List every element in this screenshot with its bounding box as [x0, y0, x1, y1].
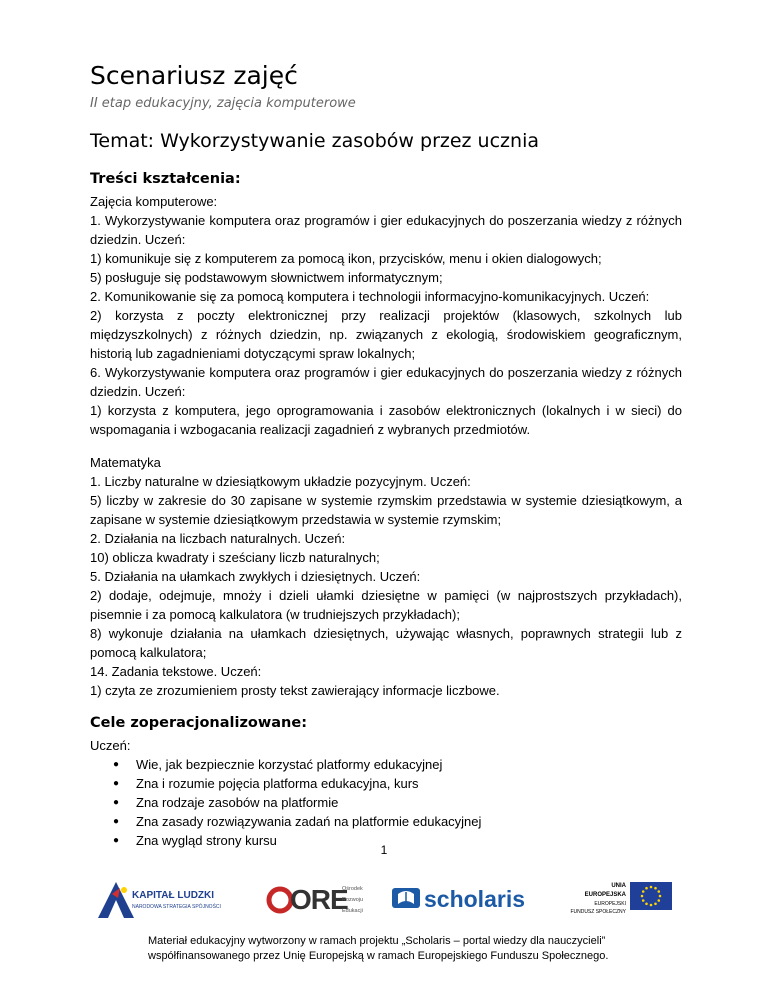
content-line: 6. Wykorzystywanie komputera oraz programów i gier edukacyjnych do poszerzania wiedzy z różnych dziedzin. Uczeń:	[90, 365, 682, 399]
content-line: 8) wykonuje działania na ułamkach dziesiętnych, używając własnych, poprawnych strategii lub z pomocą kalkulatora;	[90, 626, 682, 660]
eu-star	[650, 904, 653, 907]
content-line: 1) czyta ze zrozumieniem prosty tekst zawierający informacje liczbowe.	[90, 683, 500, 698]
cele-heading: Cele zoperacjonalizowane:	[90, 715, 307, 731]
content-line: 1) komunikuje się z komputerem za pomocą ikon, przycisków, menu i okien dialogowych;	[90, 251, 602, 266]
scholaris-logo	[390, 882, 530, 918]
content-line: 2. Komunikowanie się za pomocą komputera i technologii informacyjno-komunikacyjnych. Uczeń:	[90, 289, 650, 304]
content-line: 1. Liczby naturalne w dziesiątkowym układzie pozycyjnym. Uczeń:	[90, 474, 471, 489]
content-line: 1) korzysta z komputera, jego oprogramowania i zasobów elektronicznych (lokalnych i w sieci) do wspomagania i wzbogacania realizacji zagadnień z wybranych przedmiotów.	[90, 403, 682, 437]
ore-caption-line: Edukacji	[342, 908, 363, 914]
kapital-ludzki-name: KAPITAŁ LUDZKI	[132, 890, 215, 901]
content-line: 10) oblicza kwadraty i sześciany liczb naturalnych;	[90, 550, 380, 565]
scholaris-book-icon	[390, 884, 422, 914]
goal-item: ● Zna zasady rozwiązywania zadań na platformie edukacyjnej	[136, 812, 682, 831]
eu-logo	[570, 880, 672, 920]
kapital-ludzki-emblem	[96, 880, 136, 920]
ore-caption	[342, 884, 363, 917]
ore-caption-line: Ośrodek	[342, 886, 363, 892]
content-line: Zajęcia komputerowe:	[90, 194, 218, 209]
document-subtitle: II etap edukacyjny, zajęcia komputerowe	[90, 96, 356, 111]
eu-caption-line: FUNDUSZ SPOŁECZNY	[570, 909, 626, 915]
project-footer	[148, 934, 628, 964]
eu-star	[657, 899, 660, 902]
eu-star	[642, 899, 645, 902]
goals-list	[90, 755, 682, 850]
eu-star	[659, 895, 662, 898]
ore-logo	[266, 880, 376, 920]
content-line: 2) dodaje, odejmuje, mnoży i dzieli ułamki dziesiętne w pamięci (w najprostszych przykładach), pisemnie i za pomocą kalkulatora (w trudniejszych przykładach);	[90, 588, 682, 622]
content-line: 5. Działania na ułamkach zwykłych i dziesiętnych. Uczeń:	[90, 569, 421, 584]
footer-line: Materiał edukacyjny wytworzony w ramach projektu „Scholaris – portal wiedzy dla nauczycieli”	[148, 935, 606, 947]
content-line: 5) posługuje się podstawowym słownictwem informatycznym;	[90, 270, 443, 285]
goal-item: ● Zna wygląd strony kursu	[136, 831, 682, 850]
content-line: Matematyka	[90, 455, 161, 470]
eu-star	[642, 890, 645, 893]
eu-star	[650, 886, 653, 889]
tresci-heading: Treści kształcenia:	[90, 171, 241, 187]
eu-star	[654, 887, 657, 890]
tresci-block-math	[90, 453, 682, 700]
kapital-ludzki-tagline: NARODOWA STRATEGIA SPÓJNOŚCI	[132, 904, 221, 910]
scholaris-text: scholaris	[424, 886, 525, 912]
cele-intro: Uczeń:	[90, 738, 131, 753]
eu-star	[645, 887, 648, 890]
eu-caption-title: UNIA EUROPEJSKA	[584, 883, 626, 898]
content-line: 2) korzysta z poczty elektronicznej przy realizacji projektów (klasowych, szkolnych lub międzyszkolnych) z różnych dziedzin, np. związanych z ekologią, środowiskiem geograficznym, historią lub zagadnieniami dotyczącymi spraw lokalnych;	[90, 308, 682, 361]
logo-bar	[0, 874, 768, 924]
document-page	[90, 58, 682, 850]
content-line: 1. Wykorzystywanie komputera oraz programów i gier edukacyjnych do poszerzania wiedzy z różnych dziedzin. Uczeń:	[90, 213, 682, 247]
goal-item: ● Zna rodzaje zasobów na platformie	[136, 793, 682, 812]
content-line: 2. Działania na liczbach naturalnych. Uczeń:	[90, 531, 346, 546]
ore-text: ORE	[290, 884, 348, 915]
eu-star	[657, 890, 660, 893]
document-title: Scenariusz zajęć	[90, 61, 298, 90]
eu-caption	[570, 882, 626, 916]
eu-star	[654, 902, 657, 905]
content-line: 14. Zadania tekstowe. Uczeń:	[90, 664, 262, 679]
content-line: 5) liczby w zakresie do 30 zapisane w systemie rzymskim przedstawia w systemie dziesiątkowym, a zapisane w systemie dziesiątkowym przedstawia w systemie rzymskim;	[90, 493, 682, 527]
footer-line: współfinansowanego przez Unię Europejską w ramach Europejskiego Funduszu Społecznego.	[148, 950, 609, 962]
eu-flag-icon	[630, 882, 672, 910]
goal-item: ● Zna i rozumie pojęcia platforma edukacyjna, kurs	[136, 774, 682, 793]
ore-caption-line: Rozwoju	[342, 897, 364, 903]
lesson-topic: Temat: Wykorzystywanie zasobów przez ucznia	[90, 130, 539, 152]
kapital-ludzki-logo	[96, 880, 246, 924]
page-number: 1	[380, 843, 388, 857]
goal-item: ● Wie, jak bezpiecznie korzystać platformy edukacyjnej	[136, 755, 682, 774]
eu-caption-line: EUROPEJSKI	[594, 901, 626, 907]
eu-star	[645, 902, 648, 905]
tresci-block-computer	[90, 192, 682, 439]
eu-star	[641, 895, 644, 898]
